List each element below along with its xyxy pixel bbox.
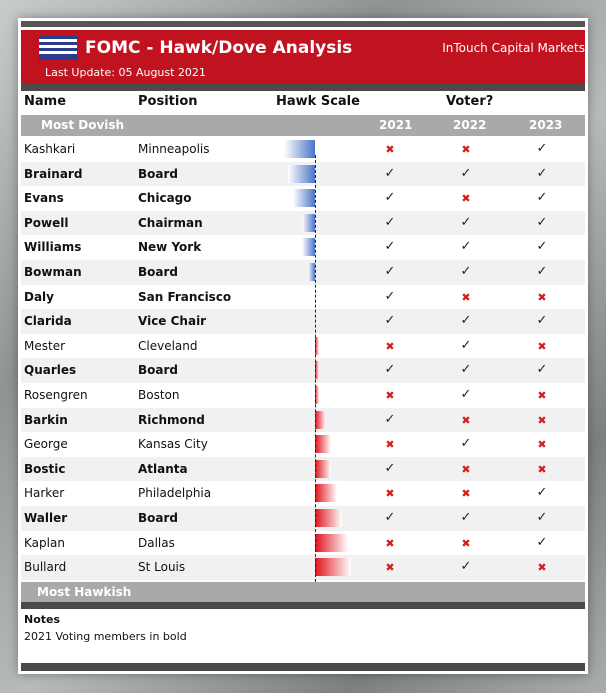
fomc-table-card [18,18,588,674]
member-name: Bowman [24,265,82,279]
dove-score-bar [302,214,315,232]
member-name: Quarles [24,363,77,378]
cross-icon: ✖ [537,438,547,452]
member-position: Philadelphia [138,486,212,501]
hawk-score-bar [315,411,326,429]
table-row [21,408,585,433]
year-2023: 2023 [529,118,563,132]
table-row [21,383,585,408]
member-name: Kashkari [24,142,76,156]
hawk-score-bar [315,534,348,552]
member-position: Richmond [138,412,205,427]
cross-icon: ✖ [537,339,547,353]
check-icon: ✓ [384,510,396,525]
table-row [21,432,585,457]
check-icon: ✓ [384,264,396,279]
member-position: Boston [138,388,180,402]
member-position: Vice Chair [138,314,207,329]
check-icon: ✓ [384,411,396,427]
cross-icon: ✖ [537,561,547,575]
header-banner [21,30,585,84]
hawk-score-bar [315,460,331,478]
cross-icon: ✖ [461,462,471,476]
check-icon: ✓ [384,190,396,206]
bottom-divider [21,602,585,609]
table-row [21,285,585,310]
check-icon: ✓ [384,460,396,476]
dove-score-bar [302,238,315,256]
hawk-scale-zero-axis [315,155,316,597]
check-icon: ✓ [460,313,472,329]
most-dovish-label: Most Dovish [41,118,125,132]
member-name: Waller [24,511,68,525]
member-position: Kansas City [138,437,208,452]
hawk-score-bar [315,558,351,576]
table-row [21,260,585,285]
member-position: Minneapolis [138,142,210,156]
check-icon: ✓ [536,534,548,550]
last-update: Last Update: 05 August 2021 [45,66,206,79]
member-position: Board [138,363,178,378]
hawk-score-bar [315,484,337,502]
dove-score-bar [293,189,315,207]
table-row [21,334,585,359]
table-row [21,235,585,260]
member-position: Chairman [138,215,203,230]
check-icon: ✓ [460,387,472,402]
table-row [21,481,585,506]
column-header-name: Name [24,94,67,109]
table-row [21,358,585,383]
check-icon: ✓ [536,313,548,329]
check-icon: ✓ [460,510,472,525]
member-name: Evans [24,191,64,206]
us-flag-icon [39,36,77,60]
member-name: Mester [24,338,66,353]
check-icon: ✓ [536,510,548,525]
table-row [21,506,585,531]
check-icon: ✓ [384,362,396,378]
member-position: Atlanta [138,461,188,476]
table-row [21,211,585,236]
dove-score-bar [284,140,315,158]
table-row [21,186,585,211]
cross-icon: ✖ [385,561,395,575]
member-position: St Louis [138,560,186,575]
most-hawkish-label: Most Hawkish [37,585,132,599]
cross-icon: ✖ [537,290,547,304]
cross-icon: ✖ [385,389,395,402]
column-header-position: Position [138,94,198,109]
member-name: Barkin [24,412,68,427]
check-icon: ✓ [384,313,396,329]
member-position: Cleveland [138,338,198,353]
member-name: George [24,437,68,452]
most-dovish-bar [21,115,585,136]
hawk-score-bar [315,435,331,453]
check-icon: ✓ [384,239,396,255]
year-2022: 2022 [453,118,487,132]
notes-text: 2021 Voting members in bold [24,630,187,643]
check-icon: ✓ [536,264,548,279]
member-name: Daly [24,289,54,304]
cross-icon: ✖ [461,536,471,550]
cross-icon: ✖ [385,438,395,452]
cross-icon: ✖ [385,143,395,156]
cross-icon: ✖ [385,487,395,501]
cross-icon: ✖ [461,192,471,206]
dove-score-bar [288,165,315,183]
check-icon: ✓ [536,362,548,378]
member-name: Powell [24,215,69,230]
table-row [21,457,585,482]
member-name: Kaplan [24,535,65,550]
member-position: Chicago [138,191,192,206]
column-header-hawk-scale: Hawk Scale [276,94,360,109]
check-icon: ✓ [460,165,472,181]
check-icon: ✓ [460,264,472,279]
check-icon: ✓ [384,165,396,181]
check-icon: ✓ [384,214,396,230]
member-name: Brainard [24,166,83,181]
bottom-border [21,663,585,671]
check-icon: ✓ [384,288,396,304]
hawk-score-bar [315,509,342,527]
cross-icon: ✖ [537,389,547,402]
check-icon: ✓ [460,559,472,575]
notes-title: Notes [24,613,61,626]
check-icon: ✓ [536,141,548,156]
cross-icon: ✖ [461,290,471,304]
top-border [21,21,585,27]
check-icon: ✓ [460,362,472,378]
member-position: San Francisco [138,289,232,304]
table-row [21,137,585,162]
column-header-voter: Voter? [446,94,494,109]
member-name: Bostic [24,461,66,476]
most-hawkish-bar [21,582,585,602]
year-2021: 2021 [379,118,413,132]
check-icon: ✓ [536,190,548,206]
dove-score-bar [308,263,315,281]
check-icon: ✓ [536,239,548,255]
table-row [21,162,585,187]
member-name: Williams [24,240,82,255]
table-row [21,555,585,580]
cross-icon: ✖ [537,462,547,476]
check-icon: ✓ [536,485,548,501]
check-icon: ✓ [536,214,548,230]
member-position: Board [138,511,178,525]
header-divider [21,84,585,91]
member-name: Clarida [24,314,72,329]
check-icon: ✓ [460,214,472,230]
member-position: Board [138,265,178,279]
cross-icon: ✖ [461,487,471,501]
page-title: FOMC - Hawk/Dove Analysis [85,38,353,58]
cross-icon: ✖ [385,536,395,550]
cross-icon: ✖ [537,413,547,427]
member-position: Dallas [138,535,175,550]
check-icon: ✓ [460,436,472,452]
cross-icon: ✖ [461,413,471,427]
cross-icon: ✖ [461,143,471,156]
cross-icon: ✖ [385,339,395,353]
brand-name: InTouch Capital Markets [442,41,585,55]
table-row [21,309,585,334]
member-name: Bullard [24,560,67,575]
check-icon: ✓ [460,239,472,255]
table-row [21,531,585,556]
check-icon: ✓ [536,165,548,181]
member-position: New York [138,240,202,255]
check-icon: ✓ [460,337,472,353]
member-name: Rosengren [24,388,88,402]
member-position: Board [138,166,178,181]
member-name: Harker [24,486,65,501]
